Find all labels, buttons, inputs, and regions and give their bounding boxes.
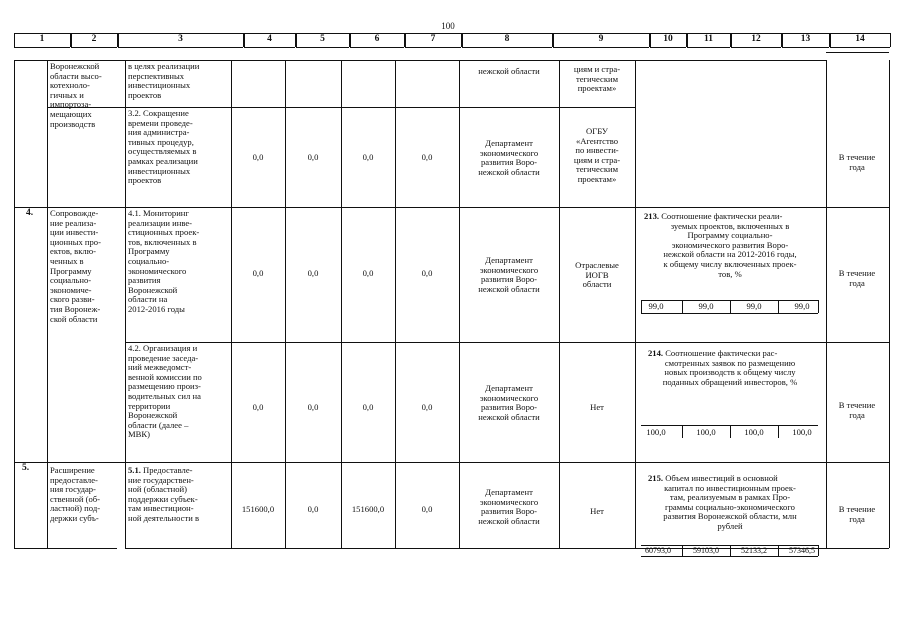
header-cell-bottom <box>830 47 890 48</box>
indicator-value: 100,0 <box>696 427 716 437</box>
executor-4-1-line: нежской области <box>478 283 540 294</box>
header-cell-left <box>71 33 72 47</box>
coexecutor-3-2-line: «Агентство <box>575 135 619 146</box>
prev-activity-name-line: инвестиционных <box>128 80 191 91</box>
prev-coexecutor-line: циям и стра- <box>573 64 621 74</box>
header-cell-left <box>830 33 831 47</box>
coexecutor-3-2-line: тегическим <box>575 164 619 175</box>
column-divider <box>635 60 636 548</box>
measure-5-line: ственной (об- <box>50 493 101 504</box>
measure-4-line: ского разви- <box>50 294 95 305</box>
header-cell-bottom <box>405 47 461 48</box>
indicator-value: 100,0 <box>646 427 666 437</box>
prev-activity-name-line: в целях реализации <box>128 61 200 71</box>
indicator-213-line: нежской области на 2012-2016 годы, <box>663 249 797 260</box>
header-cell-bottom <box>782 47 829 48</box>
activity-5-1-first-text: Предоставле- <box>140 465 193 475</box>
executor-5-1-line: нежской области <box>478 515 540 526</box>
header-cell-right <box>890 33 891 47</box>
executor-3-2-line: нежской области <box>478 166 540 177</box>
prev-measure-name-line: области высо- <box>50 70 102 81</box>
header-cell-left <box>462 33 463 47</box>
header-cell-bottom <box>462 47 552 48</box>
column-number: 11 <box>704 34 713 44</box>
prev-executor-line: нежской области <box>478 66 540 76</box>
header-cell-left <box>731 33 732 47</box>
prev-coexecutor-line: проектам» <box>577 83 617 94</box>
indicator-213-line: зуемых проектов, включенных в <box>670 220 790 231</box>
row-divider <box>559 107 635 108</box>
indicator-215-line: там, реализуемым в рамках Про- <box>669 492 791 503</box>
funding-value: 0,0 <box>252 402 264 412</box>
deadline-4-1-line: В течение <box>838 268 876 278</box>
header-cell-bottom <box>118 47 243 48</box>
column-number: 8 <box>504 34 510 44</box>
indicator-value: 52133,2 <box>741 546 767 555</box>
measure-4-line: экономиче- <box>50 284 92 295</box>
row-bottom-line <box>125 548 889 549</box>
coexecutor-3-2-line: проектам» <box>577 174 617 184</box>
prev-measure-name-line: Воронежской <box>50 61 100 71</box>
indicator-value: 100,0 <box>744 427 764 437</box>
measure-4-line: тия Воронеж- <box>50 304 101 314</box>
activity-4-1-line: 2012-2016 годы <box>128 304 185 314</box>
activity-4-2-line: водительных сил на <box>128 391 201 401</box>
deadline-5-1-line: В течение <box>838 504 876 514</box>
prev-measure-name-line: производств <box>50 118 96 129</box>
executor-4-2-line: развития Воро- <box>480 402 538 413</box>
indicator-value: 99,0 <box>794 301 810 311</box>
indicator-215-line: развития Воронежской области, млн <box>663 511 797 522</box>
indicator-value: 99,0 <box>698 301 714 311</box>
measure-number-4: 4. <box>26 208 34 218</box>
activity-4-2-line: территории <box>128 400 171 411</box>
prev-measure-name-line: гичных и <box>50 89 84 100</box>
deadline-4-1-line: года <box>849 277 865 288</box>
column-number: 2 <box>91 34 97 44</box>
measure-5-line: ластной) под- <box>50 503 101 514</box>
indicator-value-divider <box>682 300 683 313</box>
column-divider <box>559 60 560 548</box>
column-number: 9 <box>598 34 604 44</box>
indicator-value-divider <box>778 300 779 313</box>
indicator-value-divider <box>818 300 819 313</box>
indicator-215-first-number: 215. <box>648 473 664 483</box>
header-cell-bottom <box>71 47 117 48</box>
measure-number-5: 5. <box>22 463 30 473</box>
indicator-value-divider <box>778 545 779 556</box>
coexecutor-4-1-line: Отраслевые <box>575 260 619 270</box>
executor-4-2-line: экономического <box>479 392 539 403</box>
executor-5-1-line: Департамент <box>485 487 533 497</box>
page-number: 100 <box>441 21 455 31</box>
deadline-3-2-line: года <box>849 161 865 172</box>
funding-value: 151600,0 <box>241 504 275 514</box>
activity-4-1-line: развития <box>128 275 161 286</box>
header-cell-bottom <box>687 47 730 48</box>
indicator-215-first-text: Объем инвестиций в основной <box>663 473 778 483</box>
row-divider <box>125 342 889 343</box>
funding-value: 0,0 <box>421 402 433 412</box>
column-number: 7 <box>430 34 436 44</box>
prev-activity-name-line: перспективных <box>128 70 185 81</box>
header-cell-left <box>405 33 406 47</box>
activity-4-1-line: тов, включенных в <box>128 236 197 247</box>
activity-5-1-line: ной деятельности в <box>128 513 200 523</box>
coexecutor-3-2-line: ОГБУ <box>586 126 608 136</box>
funding-value: 0,0 <box>362 152 374 162</box>
row-bottom-line <box>14 548 117 549</box>
funding-value: 0,0 <box>307 504 319 514</box>
activity-3-2-line: осуществляемых в <box>128 146 197 157</box>
indicator-value-divider <box>730 545 731 556</box>
activity-5-1-first-number: 5.1. <box>128 465 141 475</box>
column-number: 6 <box>374 34 380 44</box>
executor-4-2-line: нежской области <box>478 411 540 422</box>
indicator-215-line: граммы социально-экономического <box>665 501 795 512</box>
activity-4-1-line: 4.1. Мониторинг <box>128 208 189 218</box>
measure-4-line: ской области <box>50 313 98 324</box>
activity-3-2-line: времени проведе- <box>128 117 193 128</box>
funding-value: 151600,0 <box>351 504 385 514</box>
column-number: 1 <box>39 34 45 44</box>
indicator-value-divider <box>730 425 731 438</box>
deadline-4-2-line: В течение <box>838 400 876 410</box>
measure-4-line: Программу <box>50 265 92 276</box>
measure-5-line: предоставле- <box>50 474 98 485</box>
activity-3-2-line: тивных процедур, <box>128 136 194 147</box>
coexecutor-4-1-line: области <box>582 279 612 290</box>
coexecutor-4-2-line: Нет <box>590 402 604 412</box>
column-number: 3 <box>178 34 183 44</box>
indicator-215-line: капитал по инвестиционным проек- <box>664 482 796 493</box>
activity-3-2-line: 3.2. Сокращение <box>128 108 189 118</box>
activity-3-2-line: инвестиционных <box>128 165 191 176</box>
header-cell-bottom <box>296 47 349 48</box>
indicator-214-line: смотренных заявок по размещению <box>664 357 796 368</box>
executor-5-1-line: экономического <box>479 496 539 507</box>
header-cell-bottom <box>553 47 649 48</box>
measure-4-line: ченных в <box>50 256 84 266</box>
column-number: 4 <box>267 34 272 44</box>
funding-value: 0,0 <box>252 152 264 162</box>
measure-4-line: ции инвести- <box>50 227 99 238</box>
column-divider <box>826 60 827 548</box>
activity-4-2-line: проведение заседа- <box>128 352 199 363</box>
header-cell-bottom <box>14 47 70 48</box>
activity-4-2-line: Воронежской <box>128 410 178 421</box>
row-divider <box>47 107 559 108</box>
indicator-214-line: поданных обращений инвесторов, % <box>662 376 798 387</box>
indicator-value: 99,0 <box>648 301 664 311</box>
column-number: 13 <box>800 34 811 44</box>
activity-3-2-line: рамках реализации <box>128 156 198 166</box>
header-cell-left <box>14 33 15 47</box>
prev-activity-name-line: проектов <box>128 89 162 100</box>
activity-4-1-line: области на <box>128 294 168 305</box>
measure-4-line: ние реализа- <box>50 217 97 228</box>
deadline-4-2-line: года <box>849 409 865 420</box>
header-cell-bottom <box>731 47 781 48</box>
column-number: 10 <box>663 34 673 44</box>
indicator-213-line: к общему числу включенных проек- <box>663 259 797 269</box>
measure-5-line: держки субъ- <box>50 513 99 523</box>
indicator-value: 100,0 <box>792 427 812 437</box>
indicator-value-divider <box>682 545 683 556</box>
executor-4-1-line: Департамент <box>485 255 533 265</box>
activity-4-2-line: размещению произ- <box>128 381 201 392</box>
activity-4-1-line: стиционных проек- <box>128 227 200 238</box>
activity-3-2-line: ния администра- <box>128 127 190 138</box>
measure-4-line: Сопровожде- <box>50 208 99 218</box>
indicator-values-bottom <box>641 313 818 314</box>
activity-5-1-line: ной (областной) <box>128 484 187 495</box>
indicator-213-first-text: Соотношение фактически реали- <box>659 211 783 221</box>
header-cell-left <box>782 33 783 47</box>
funding-value: 0,0 <box>307 268 319 278</box>
prev-measure-name-line: мещающих <box>50 109 92 119</box>
header-cell-left <box>553 33 554 47</box>
measure-4-line: ционных про- <box>50 236 101 247</box>
prev-measure-name-line: импортоза- <box>50 99 92 110</box>
column-divider <box>889 60 890 548</box>
executor-4-1-line: экономического <box>479 264 539 275</box>
activity-4-2-line: МВК) <box>128 429 150 440</box>
indicator-213-line: Программу социально- <box>687 230 773 241</box>
activity-4-2-line: области (далее – <box>128 419 189 430</box>
indicator-values-bottom <box>641 556 818 557</box>
indicator-215-line: рублей <box>717 521 743 531</box>
executor-3-2-line: экономического <box>479 147 539 158</box>
column-divider <box>231 60 232 548</box>
prev-coexecutor-line: тегическим <box>575 73 619 84</box>
indicator-value: 59103,0 <box>693 546 719 555</box>
funding-value: 0,0 <box>421 504 433 514</box>
funding-value: 0,0 <box>307 152 319 162</box>
column-divider <box>285 60 286 548</box>
header-cell-left <box>118 33 119 47</box>
executor-5-1-line: развития Воро- <box>480 506 538 517</box>
indicator-value-divider <box>818 545 819 556</box>
funding-value: 0,0 <box>362 268 374 278</box>
funding-value: 0,0 <box>252 268 264 278</box>
indicator-value: 57346,5 <box>789 546 815 555</box>
column-divider <box>125 60 126 548</box>
funding-value: 0,0 <box>421 268 433 278</box>
header-cell-left <box>244 33 245 47</box>
activity-4-2-line: венной комиссии по <box>128 371 202 382</box>
coexecutor-5-1-line: Нет <box>590 506 604 516</box>
funding-value: 0,0 <box>421 152 433 162</box>
activity-5-1-line: поддержки субъек- <box>128 493 198 504</box>
column-divider <box>459 60 460 548</box>
header-cell-bottom <box>650 47 686 48</box>
coexecutor-3-2-line: циям и стра- <box>573 154 621 165</box>
indicator-value-divider <box>730 300 731 313</box>
column-number: 12 <box>751 34 761 44</box>
measure-5-line: Расширение <box>50 465 95 475</box>
indicator-213-line: экономического развития Воро- <box>671 239 789 250</box>
indicator-214-first-number: 214. <box>648 348 664 358</box>
header-cell-left <box>350 33 351 47</box>
measure-4-line: социально- <box>50 275 92 286</box>
deadline-5-1-line: года <box>849 513 865 524</box>
activity-4-1-line: Воронежской <box>128 284 178 295</box>
deadline-3-2-line: В течение <box>838 152 876 162</box>
row-divider <box>14 462 889 463</box>
indicator-value-divider <box>778 425 779 438</box>
executor-4-2-line: Департамент <box>485 383 533 393</box>
executor-4-1-line: развития Воро- <box>480 274 538 285</box>
indicator-value-divider <box>682 425 683 438</box>
indicator-value-divider <box>641 300 642 313</box>
header-cell-bottom <box>350 47 404 48</box>
column-divider <box>395 60 396 548</box>
activity-4-1-line: Программу <box>128 246 170 257</box>
header-cell-left <box>296 33 297 47</box>
header-cell-left <box>687 33 688 47</box>
executor-3-2-line: Департамент <box>485 138 533 148</box>
measure-4-line: ектов, вклю- <box>50 246 96 257</box>
executor-3-2-line: развития Воро- <box>480 157 538 168</box>
activity-4-1-line: реализации инве- <box>128 217 193 228</box>
activity-3-2-line: проектов <box>128 175 162 186</box>
indicator-value: 99,0 <box>746 301 762 311</box>
activity-5-1-line: там инвестицион- <box>128 503 194 514</box>
activity-4-1-line: экономического <box>128 265 187 276</box>
indicator-214-line: новых производств к общему числу <box>664 367 796 378</box>
column-divider <box>14 60 15 548</box>
coexecutor-4-1-line: ИОГВ <box>585 269 609 280</box>
row-top-line <box>826 52 889 53</box>
measure-5-line: ния государ- <box>50 484 96 495</box>
activity-4-2-line: 4.2. Организация и <box>128 343 198 353</box>
funding-value: 0,0 <box>362 402 374 412</box>
funding-value: 0,0 <box>307 402 319 412</box>
prev-measure-name-line: котехноло- <box>50 80 90 91</box>
column-number: 5 <box>320 34 325 44</box>
activity-4-2-line: ний межведомст- <box>128 362 192 373</box>
indicator-214-first-text: Соотношение фактически рас- <box>663 348 778 358</box>
indicator-value: 60793,0 <box>645 546 671 555</box>
activity-4-1-line: социально- <box>128 256 170 266</box>
indicator-213-first-number: 213. <box>644 211 660 221</box>
column-divider <box>47 60 48 548</box>
column-number: 14 <box>855 34 865 44</box>
header-cell-left <box>650 33 651 47</box>
header-cell-bottom <box>244 47 295 48</box>
coexecutor-3-2-line: по инвести- <box>575 145 619 156</box>
indicator-213-line: тов, % <box>718 268 742 279</box>
activity-5-1-line: ние государствен- <box>128 474 194 485</box>
column-divider <box>341 60 342 548</box>
